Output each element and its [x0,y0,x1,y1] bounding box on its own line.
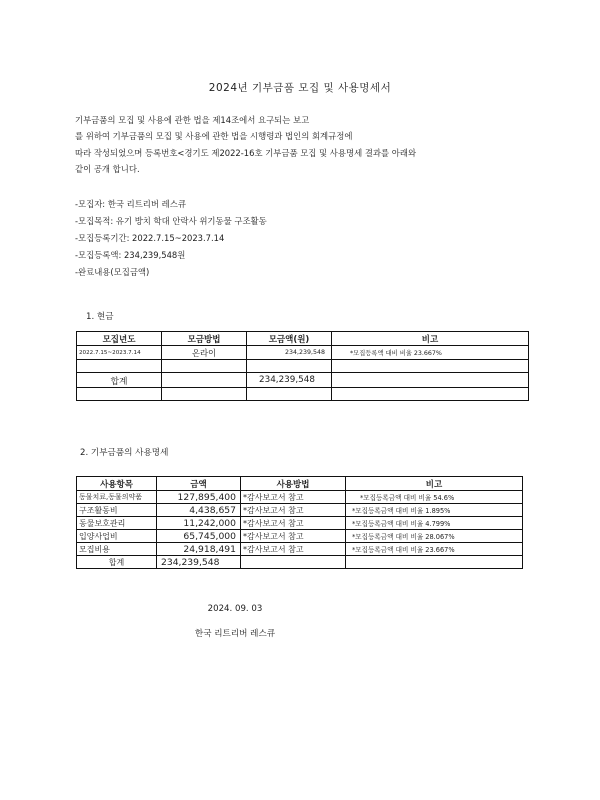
table-header-row [77,477,523,491]
info-collector: -모집자: 한국 리트리버 레스큐 [75,199,186,209]
note-cell: *모집등록액 대비 비율 23.667% [332,346,529,360]
note-cell: *모집등록금액 대비 비율 1.895% [346,504,523,517]
item-cell: 구조활동비 [77,504,157,517]
item-cell: 동물치료,동물의약품 [77,491,157,504]
method-cell: *감사보고서 참고 [241,530,346,543]
method-cell: *감사보고서 참고 [241,504,346,517]
table-row [77,388,529,401]
note-cell: *모집등록금액 대비 비율 4.799% [346,517,523,530]
method-cell: 온라이 [162,346,247,360]
amount-cell: 234,239,548 [247,346,332,360]
method-cell: *감사보고서 참고 [241,517,346,530]
section1-heading: 1. 현금 [86,312,114,322]
table-header-row [77,332,529,346]
header-cell: 비고 [332,332,529,346]
amount-cell: 24,918,491 [157,543,241,556]
amount-cell: 11,242,000 [157,517,241,530]
table-row [77,346,529,360]
info-period: -모집등록기간: 2022.7.15~2023.7.14 [75,233,225,243]
total-row [77,373,529,388]
amount-cell: 127,895,400 [157,491,241,504]
section2-heading: 2. 기부금품의 사용명세 [80,448,169,458]
note-cell: *모집등록금액 대비 비율 28.067% [346,530,523,543]
item-cell: 입양사업비 [77,530,157,543]
total-amount: 234,239,548 [247,373,332,388]
intro-line: 를 위하여 기부금품의 모집 및 사용에 관한 법을 시행령과 법인의 회계규정에 [75,131,353,142]
header-cell: 사용방법 [241,477,346,491]
period-cell: 2022.7.15~2023.7.14 [77,346,162,360]
info-purpose: -모집목적: 유기 방치 학대 안락사 위기동물 구조활동 [75,216,267,226]
header-cell: 모금액(원) [247,332,332,346]
total-label: 합계 [77,373,162,388]
info-list [75,196,267,281]
header-cell: 비고 [346,477,523,491]
total-label: 합계 [77,556,157,569]
intro-paragraph [75,112,416,177]
note-cell: *모집등록금액 대비 비율 23.667% [346,543,523,556]
intro-line: 따라 작성되었으며 등록번호<경기도 제2022-16호 기부금품 모집 및 사용명세 결과를 아래와 [75,147,417,158]
document-date: 2024. 09. 03 [207,604,263,614]
table-row [77,504,523,517]
amount-cell: 65,745,000 [157,530,241,543]
note-cell: *모집등록금액 대비 비율 54.6% [346,491,523,504]
info-amount: -모집등록액: 234,239,548원 [75,250,186,260]
header-cell: 모집년도 [77,332,162,346]
header-cell: 모금방법 [162,332,247,346]
info-completion: -완료내용(모집금액) [75,267,150,277]
amount-cell: 4,438,657 [157,504,241,517]
table-row [77,517,523,530]
table-row [77,543,523,556]
cash-table [76,331,529,401]
table-row [77,491,523,504]
item-cell: 모집비용 [77,543,157,556]
usage-table [76,476,523,569]
total-row [77,556,523,569]
header-cell: 사용항목 [77,477,157,491]
total-amount: 234,239,548 [157,556,241,569]
item-cell: 동물보호관리 [77,517,157,530]
intro-line: 같이 공개 합니다. [75,163,140,174]
organization-name: 한국 리트리버 레스큐 [194,629,276,639]
table-row [77,360,529,373]
table-row [77,530,523,543]
method-cell: *감사보고서 참고 [241,543,346,556]
intro-line: 기부금품의 모집 및 사용에 관한 법을 제14조에서 요구되는 보고 [75,115,310,125]
method-cell: *감사보고서 참고 [241,491,346,504]
header-cell: 금액 [157,477,241,491]
document-title: 2024년 기부금품 모집 및 사용명세서 [208,82,392,94]
